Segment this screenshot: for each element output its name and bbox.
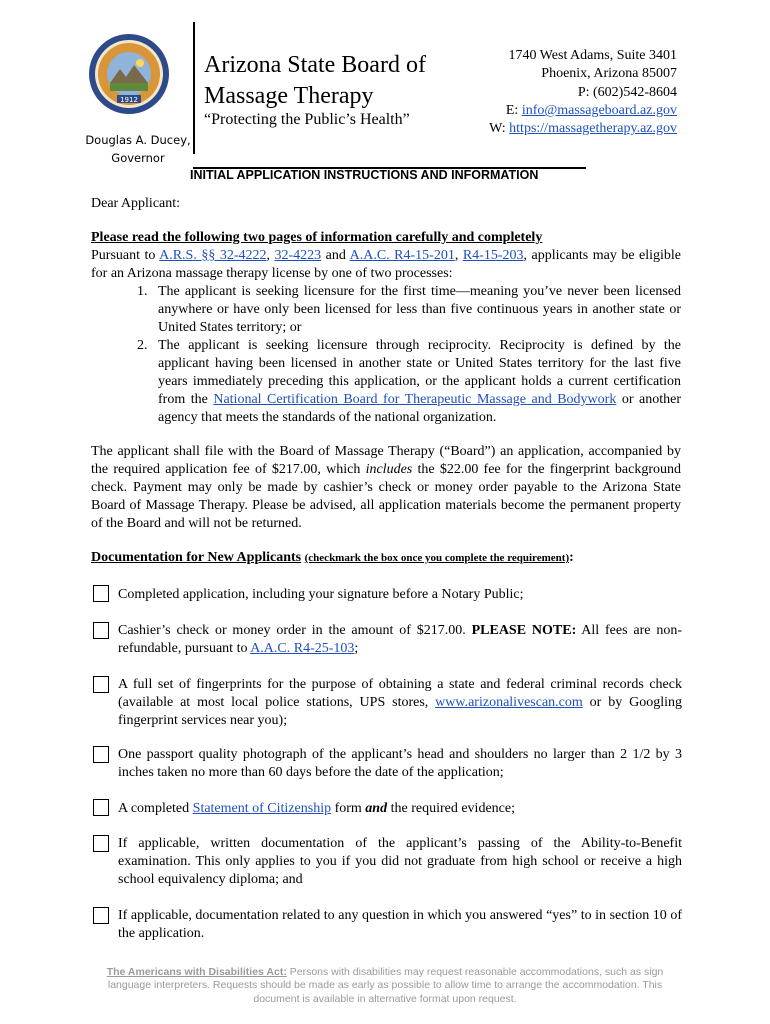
- checklist-segment: A full set of fingerprints for the purpose of obtaining a state and federal criminal records check (available at most local police stations, UPS stores,: [118, 677, 682, 710]
- intro-pursuant: Pursuant to: [91, 248, 160, 263]
- fee-paragraph: [91, 443, 681, 533]
- list-text: or another agency that meets the standards of the national organization.: [158, 392, 681, 425]
- intro-sep: ,: [266, 248, 275, 263]
- documentation-subtitle: (checkmark the box once you complete the requirement): [304, 552, 570, 564]
- statement-of-citizenship-link[interactable]: Statement of Citizenship: [192, 801, 332, 816]
- aac-r4-25-103-link[interactable]: A.A.C. R4-25-103: [250, 641, 355, 656]
- intro-sep: and: [321, 248, 350, 263]
- phone: P: (602)542-8604: [577, 84, 677, 100]
- checklist-text: Completed application, including your signature before a Notary Public;: [118, 587, 524, 602]
- checklist-text: [118, 800, 682, 818]
- governor-name: Douglas A. Ducey,: [85, 133, 191, 147]
- arizonalivescan-link[interactable]: www.arizonalivescan.com: [435, 695, 583, 710]
- checklist-segment: All fees are non-refundable, pursuant to: [118, 623, 682, 656]
- aac-r4-15-201-link[interactable]: A.A.C. R4-15-201: [349, 248, 455, 263]
- ncbtmb-link[interactable]: National Certification Board for Therapeutic Massage and Bodywork: [213, 392, 617, 407]
- checkbox-yes-answers[interactable]: [93, 907, 109, 924]
- process-list: [91, 283, 681, 427]
- checkbox-citizenship[interactable]: [93, 799, 109, 816]
- list-number: 2.: [137, 338, 148, 353]
- list-text: The applicant is seeking licensure for the first time—meaning you’ve never been licensed anywhere or have only been licensed for less than five continuous years in another state or United States territory; or: [158, 284, 681, 335]
- checklist-segment: or by Googling fingerprint services near you);: [118, 695, 682, 728]
- board-name-line1: Arizona State Board of: [204, 52, 426, 78]
- documentation-heading: [91, 550, 574, 566]
- email-line: [489, 102, 677, 120]
- contact-block: [489, 47, 677, 138]
- checkbox-fingerprints[interactable]: [93, 676, 109, 693]
- list-item: [91, 283, 681, 337]
- ada-text: Persons with disabilities may request reasonable accommodations, such as sign language interpreters. Requests should be made as early as possible to allow time to arrange the accommodation. This document is available in alternative format upon request.: [107, 966, 664, 1005]
- r4-15-203-link[interactable]: R4-15-203: [462, 248, 524, 263]
- intro-paragraph: [91, 229, 681, 283]
- ars-32-4222-link[interactable]: A.R.S. §§ 32-4222: [159, 248, 267, 263]
- intro-sep: ,: [454, 248, 463, 263]
- checklist-text: [118, 676, 682, 730]
- checklist-segment: the required evidence;: [387, 801, 515, 816]
- checkbox-payment[interactable]: [93, 622, 109, 639]
- governor-block: [82, 131, 194, 167]
- website-link[interactable]: https://massagetherapy.az.gov: [509, 121, 677, 137]
- checklist-text: [118, 622, 682, 658]
- checklist-text: If applicable, documentation related to any question in which you answered “yes” to in section 10 of the application.: [118, 908, 682, 941]
- ada-footer: [90, 966, 680, 1006]
- salutation: Dear Applicant:: [91, 196, 181, 211]
- board-name-line2: Massage Therapy: [204, 83, 374, 109]
- checklist-text: One passport quality photograph of the applicant’s head and shoulders no larger than 2 1/2 by 3 inches taken no more than 60 days before the date of the application;: [118, 747, 682, 780]
- documentation-title: Documentation for New Applicants: [91, 550, 302, 565]
- list-number: 1.: [137, 284, 148, 299]
- ars-32-4223-link[interactable]: 32-4223: [274, 248, 322, 263]
- checklist-text: If applicable, written documentation of the applicant’s passing of the Ability-to-Benefit examination. This only applies to you if you did not graduate from high school or receive a high school equivalency diploma; and: [118, 836, 682, 887]
- list-text: The applicant is seeking licensure through reciprocity. Reciprocity is defined by the applicant having been licensed in another state or United States territory for the last five years immediately preceding this application, or the applicant holds a current certification from the: [158, 338, 681, 407]
- fee-text: The applicant shall file with the Board of Massage Therapy (“Board”) an application, accompanied by the required application fee of $217.00, which: [91, 444, 681, 477]
- email-link[interactable]: info@massageboard.az.gov: [521, 102, 677, 118]
- address-line1: 1740 West Adams, Suite 3401: [508, 48, 677, 63]
- checklist-segment: Cashier’s check or money order in the amount of $217.00.: [118, 623, 472, 638]
- state-seal-logo: [88, 33, 170, 115]
- web-prefix: W:: [489, 121, 510, 137]
- web-line: [489, 120, 677, 138]
- board-motto: “Protecting the Public’s Health”: [204, 111, 410, 128]
- checkbox-photograph[interactable]: [93, 746, 109, 763]
- fee-includes: includes: [365, 462, 413, 477]
- address-line2: Phoenix, Arizona 85007: [541, 66, 677, 82]
- documentation-colon: :: [569, 550, 574, 565]
- intro-rest: , applicants may be eligible for an Arizona massage therapy license by one of two processes:: [91, 248, 682, 281]
- email-prefix: E:: [505, 102, 522, 118]
- checkbox-ability-to-benefit[interactable]: [93, 835, 109, 852]
- document-heading: INITIAL APPLICATION INSTRUCTIONS AND INFORMATION: [190, 168, 539, 182]
- ada-label: The Americans with Disabilities Act:: [106, 966, 287, 978]
- checklist-segment: ;: [354, 641, 359, 656]
- list-item: [91, 337, 681, 427]
- board-name: [204, 50, 426, 112]
- fee-text: the $22.00 fee for the fingerprint background check. Payment may only be made by cashier’s check or money order payable to the Arizona State Board of Massage Therapy. Please be advised, all application materials become the permanent property of the Board and will not be returned.: [91, 462, 681, 531]
- checklist-segment: A completed: [118, 801, 193, 816]
- intro-lead: Please read the following two pages of information carefully and completely: [91, 230, 543, 245]
- checkbox-application[interactable]: [93, 585, 109, 602]
- seal-year: 1912: [120, 96, 138, 104]
- checklist-segment: form: [331, 801, 366, 816]
- governor-title: Governor: [111, 151, 165, 165]
- please-note-label: PLEASE NOTE:: [471, 623, 577, 638]
- and-emphasis: and: [365, 801, 388, 816]
